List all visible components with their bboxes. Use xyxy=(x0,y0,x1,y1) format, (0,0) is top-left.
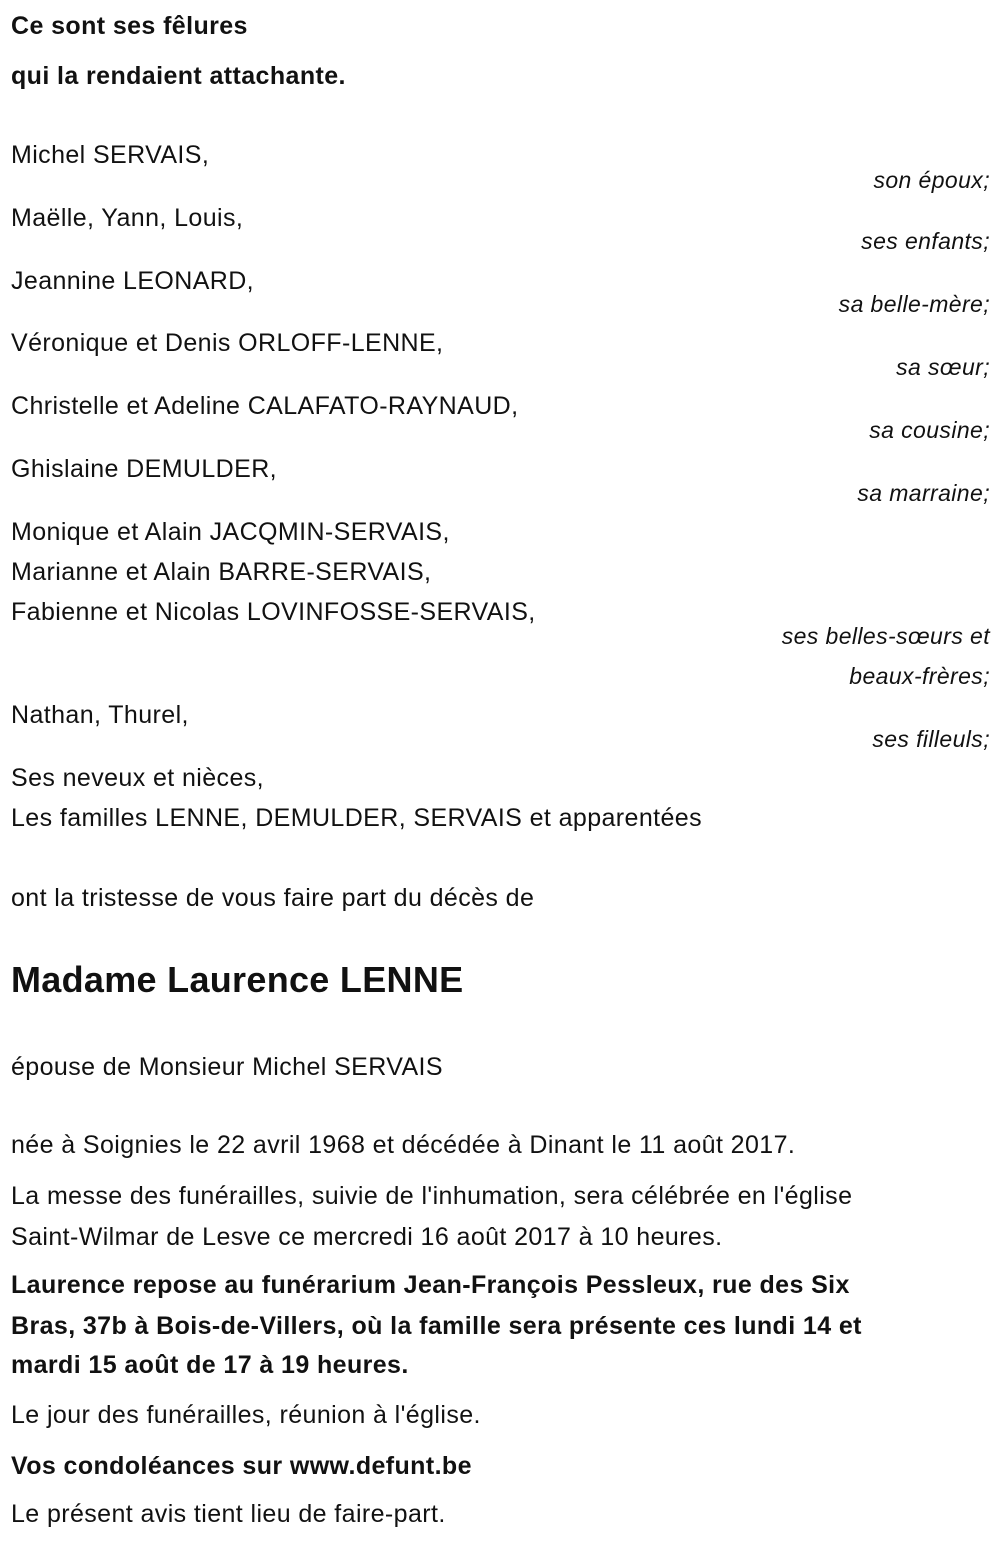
funerarium-line: mardi 15 août de 17 à 19 heures. xyxy=(11,1351,409,1379)
family-names: Monique et Alain JACQMIN-SERVAIS, xyxy=(11,518,450,546)
family-relation: sa cousine; xyxy=(869,417,990,443)
others-line: Les familles LENNE, DEMULDER, SERVAIS et apparentées xyxy=(11,804,702,832)
funerarium-line: Laurence repose au funérarium Jean-François Pessleux, rue des Six xyxy=(11,1271,850,1299)
family-relation: ses belles-sœurs et xyxy=(781,623,990,649)
spouse-line: épouse de Monsieur Michel SERVAIS xyxy=(11,1053,443,1081)
family-names: Marianne et Alain BARRE-SERVAIS, xyxy=(11,558,432,586)
condolences-line: Vos condoléances sur www.defunt.be xyxy=(11,1452,472,1480)
epigraph-line: Ce sont ses fêlures xyxy=(11,12,248,40)
family-relation: sa sœur; xyxy=(896,354,990,380)
announcement: ont la tristesse de vous faire part du décès de xyxy=(11,884,535,912)
deceased-name: Madame Laurence LENNE xyxy=(11,959,464,1000)
family-names: Véronique et Denis ORLOFF-LENNE, xyxy=(11,329,444,357)
notice-line: Le présent avis tient lieu de faire-part. xyxy=(11,1500,446,1528)
family-relation: ses enfants; xyxy=(861,228,990,254)
epigraph-line: qui la rendaient attachante. xyxy=(11,62,346,90)
others-line: Ses neveux et nièces, xyxy=(11,764,264,792)
family-names: Maëlle, Yann, Louis, xyxy=(11,204,244,232)
meeting-line: Le jour des funérailles, réunion à l'église. xyxy=(11,1401,481,1429)
family-names: Nathan, Thurel, xyxy=(11,701,189,729)
family-relation: son époux; xyxy=(873,167,990,193)
mass-line: Saint-Wilmar de Lesve ce mercredi 16 août 2017 à 10 heures. xyxy=(11,1223,723,1251)
family-relation: beaux-frères; xyxy=(849,663,990,689)
born-died-line: née à Soignies le 22 avril 1968 et décédée à Dinant le 11 août 2017. xyxy=(11,1131,796,1159)
family-relation: ses filleuls; xyxy=(872,726,990,752)
family-names: Ghislaine DEMULDER, xyxy=(11,455,278,483)
family-names: Jeannine LEONARD, xyxy=(11,267,255,295)
family-names: Fabienne et Nicolas LOVINFOSSE-SERVAIS, xyxy=(11,598,536,626)
family-names: Michel SERVAIS, xyxy=(11,141,210,169)
family-names: Christelle et Adeline CALAFATO-RAYNAUD, xyxy=(11,392,519,420)
family-relation: sa marraine; xyxy=(857,480,990,506)
mass-line: La messe des funérailles, suivie de l'inhumation, sera célébrée en l'église xyxy=(11,1182,853,1210)
family-relation: sa belle-mère; xyxy=(838,291,990,317)
funerarium-line: Bras, 37b à Bois-de-Villers, où la famille sera présente ces lundi 14 et xyxy=(11,1312,862,1340)
